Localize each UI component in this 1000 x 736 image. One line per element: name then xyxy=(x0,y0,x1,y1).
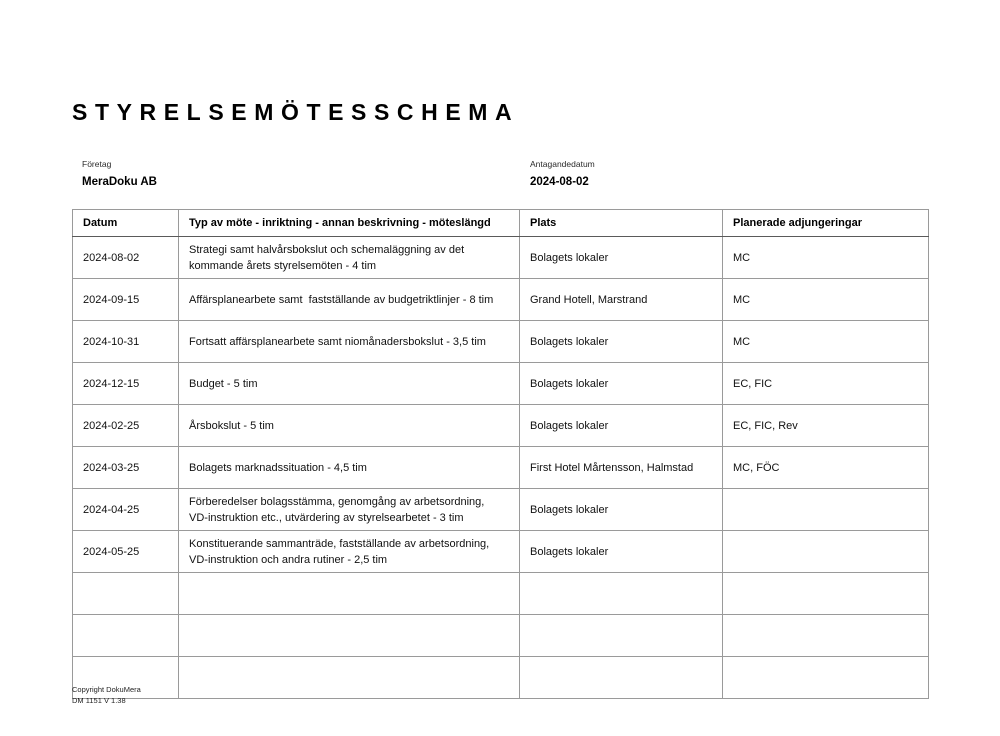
meeting-schedule-table xyxy=(72,209,929,699)
cell-meeting-type-line-1: Årsbokslut - 5 tim xyxy=(189,419,274,432)
cell-adjunct xyxy=(723,615,929,657)
adoption-date-value: 2024-08-02 xyxy=(530,176,589,188)
cell-adjunct xyxy=(723,573,929,615)
cell-meeting-type xyxy=(179,615,520,657)
cell-place: Grand Hotell, Marstrand xyxy=(520,279,723,321)
cell-meeting-type-line-1: Budget - 5 tim xyxy=(189,377,258,390)
cell-place: Bolagets lokaler xyxy=(520,489,723,531)
adoption-date-label: Antagandedatum xyxy=(530,159,595,169)
footer xyxy=(72,685,141,706)
cell-meeting-type xyxy=(179,573,520,615)
page-title: STYRELSEMÖTESSCHEMA xyxy=(72,99,520,125)
cell-meeting-type-line-2: VD-instruktion och andra rutiner - 2,5 tim xyxy=(189,553,388,566)
cell-meeting-type-line-1: Konstituerande sammanträde, fastställande av arbetsordning, xyxy=(189,537,490,550)
cell-place: Bolagets lokaler xyxy=(520,405,723,447)
cell-date: 2024-09-15 xyxy=(73,279,179,321)
meta-fields xyxy=(72,158,928,194)
cell-date: 2024-05-25 xyxy=(73,531,179,573)
cell-meeting-type xyxy=(179,657,520,699)
column-header-type: Typ av möte - inriktning - annan beskrivning - möteslängd xyxy=(179,210,520,237)
cell-place xyxy=(520,657,723,699)
company-value: MeraDoku AB xyxy=(82,176,157,188)
cell-meeting-type xyxy=(179,321,520,363)
table-row xyxy=(73,363,929,405)
cell-meeting-type xyxy=(179,279,520,321)
table-row xyxy=(73,573,929,615)
cell-meeting-type-line-2: kommande årets styrelsemöten - 4 tim xyxy=(189,259,377,272)
table-row xyxy=(73,657,929,699)
cell-adjunct xyxy=(723,489,929,531)
cell-adjunct xyxy=(723,657,929,699)
footer-copyright: Copyright DokuMera xyxy=(72,685,141,694)
cell-adjunct: EC, FIC xyxy=(723,363,929,405)
cell-date: 2024-04-25 xyxy=(73,489,179,531)
cell-date: 2024-10-31 xyxy=(73,321,179,363)
cell-meeting-type xyxy=(179,363,520,405)
table-row xyxy=(73,447,929,489)
table-header-row xyxy=(73,210,929,237)
cell-date: 2024-08-02 xyxy=(73,237,179,279)
cell-adjunct: EC, FIC, Rev xyxy=(723,405,929,447)
cell-adjunct: MC xyxy=(723,279,929,321)
footer-document-id: DM 1151 V 1.38 xyxy=(72,695,126,705)
table-row xyxy=(73,489,929,531)
table-header xyxy=(73,210,929,237)
cell-meeting-type xyxy=(179,531,520,573)
column-header-place: Plats xyxy=(520,210,723,237)
cell-meeting-type xyxy=(179,405,520,447)
cell-date xyxy=(73,573,179,615)
cell-place: Bolagets lokaler xyxy=(520,531,723,573)
table-row xyxy=(73,405,929,447)
company-field xyxy=(82,158,157,190)
cell-meeting-type xyxy=(179,237,520,279)
cell-date xyxy=(73,615,179,657)
cell-place xyxy=(520,615,723,657)
cell-meeting-type xyxy=(179,447,520,489)
table-row xyxy=(73,615,929,657)
cell-meeting-type xyxy=(179,489,520,531)
table-row xyxy=(73,321,929,363)
table-row xyxy=(73,237,929,279)
column-header-adjunct: Planerade adjungeringar xyxy=(723,210,929,237)
column-header-date: Datum xyxy=(73,210,179,237)
cell-meeting-type-line-1: Fortsatt affärsplanearbete samt niomånadersbokslut - 3,5 tim xyxy=(189,335,486,348)
cell-place: Bolagets lokaler xyxy=(520,237,723,279)
cell-adjunct xyxy=(723,531,929,573)
cell-meeting-type-line-1: Strategi samt halvårsbokslut och schemaläggning av det xyxy=(189,243,465,256)
company-label: Företag xyxy=(82,159,112,169)
cell-date: 2024-12-15 xyxy=(73,363,179,405)
cell-place xyxy=(520,573,723,615)
adoption-date-field xyxy=(530,158,595,190)
cell-place: Bolagets lokaler xyxy=(520,363,723,405)
table-row xyxy=(73,531,929,573)
cell-place: First Hotel Mårtensson, Halmstad xyxy=(520,447,723,489)
cell-date: 2024-02-25 xyxy=(73,405,179,447)
cell-place: Bolagets lokaler xyxy=(520,321,723,363)
table-body xyxy=(73,237,929,699)
cell-adjunct: MC xyxy=(723,237,929,279)
cell-date: 2024-03-25 xyxy=(73,447,179,489)
cell-meeting-type-line-2: VD-instruktion etc., utvärdering av styrelsearbetet - 3 tim xyxy=(189,511,464,524)
cell-adjunct: MC, FÖC xyxy=(723,447,929,489)
table-row xyxy=(73,279,929,321)
cell-adjunct: MC xyxy=(723,321,929,363)
cell-meeting-type-line-1: Affärsplanearbete samt fastställande av budgetriktlinjer - 8 tim xyxy=(189,293,494,306)
cell-meeting-type-line-1: Förberedelser bolagsstämma, genomgång av arbetsordning, xyxy=(189,495,485,508)
cell-meeting-type-line-1: Bolagets marknadssituation - 4,5 tim xyxy=(189,461,367,474)
